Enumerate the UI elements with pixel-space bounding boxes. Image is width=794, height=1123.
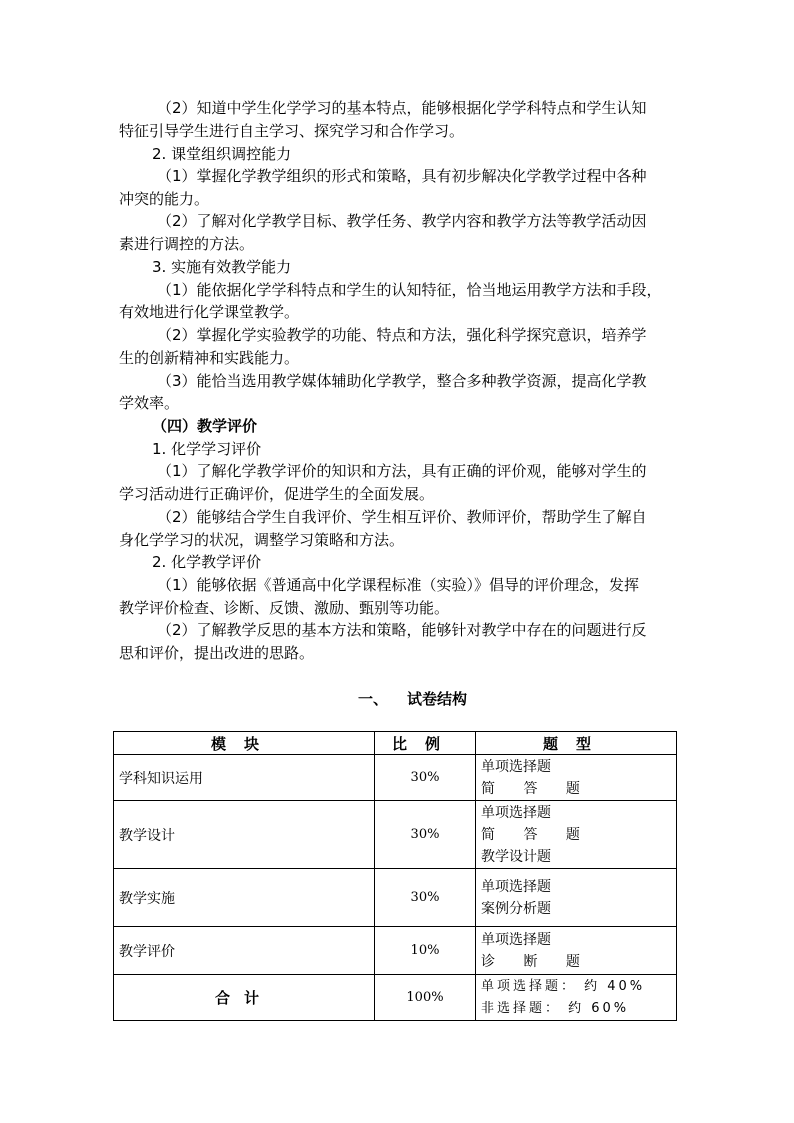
question-type: 教学设计题 <box>481 848 551 865</box>
paragraph-line: 有效地进行化学课堂教学。 <box>119 303 300 321</box>
types-cell <box>476 927 677 975</box>
question-type: 单项选择题 <box>481 931 551 948</box>
subsection-title: 2. 化学教学评价 <box>152 553 262 571</box>
table-row <box>114 801 677 869</box>
paragraph-line: （3）能恰当选用教学媒体辅助化学教学，整合多种教学资源，提高化学教 <box>157 372 647 390</box>
paragraph-line: （2）能够结合学生自我评价、学生相互评价、教师评价，帮助学生了解自 <box>157 508 647 526</box>
paragraph-line: 思和评价，提出改进的思路。 <box>119 644 315 662</box>
paragraph-line: 冲突的能力。 <box>119 190 210 208</box>
total-label: 合计 <box>114 975 375 1021</box>
paragraph-line: （1）能依据化学学科特点和学生的认知特征，恰当地运用教学方法和手段， <box>157 281 662 299</box>
question-type: 案例分析题 <box>481 900 551 917</box>
types-cell <box>476 869 677 927</box>
question-type: 诊 断 题 <box>481 953 592 970</box>
types-cell <box>476 801 677 869</box>
question-type: 单项选择题 <box>481 878 551 895</box>
ratio-cell: 10% <box>375 927 476 975</box>
paragraph-line: （2）了解对化学教学目标、教学任务、教学内容和教学方法等教学活动因 <box>157 212 647 230</box>
module-cell: 学科知识运用 <box>114 755 375 801</box>
paragraph-line: （2）知道中学生化学学习的基本特点，能够根据化学学科特点和学生认知 <box>157 99 647 117</box>
total-type-non-choice: 非选择题： 约 60% <box>481 1000 630 1016</box>
table-header-row <box>114 732 677 755</box>
subsection-title: 2. 课堂组织调控能力 <box>152 145 292 163</box>
ratio-cell: 30% <box>375 755 476 801</box>
subsection-title: 1. 化学学习评价 <box>152 440 262 458</box>
ratio-cell: 30% <box>375 801 476 869</box>
paragraph-line: 教学评价检查、诊断、反馈、激励、甄别等功能。 <box>119 599 450 617</box>
total-type-single-choice: 单项选择题： 约 40% <box>481 978 646 994</box>
section-title: 试卷结构 <box>407 690 468 708</box>
types-cell <box>476 755 677 801</box>
paragraph-line: 学效率。 <box>119 394 180 412</box>
module-cell: 教学评价 <box>114 927 375 975</box>
table-total-row <box>114 975 677 1021</box>
module-cell: 教学实施 <box>114 869 375 927</box>
subsection-title: 3. 实施有效教学能力 <box>152 258 292 276</box>
table-row <box>114 755 677 801</box>
paragraph-line: 特征引导学生进行自主学习、探究学习和合作学习。 <box>119 122 465 140</box>
paragraph-line: （2）了解教学反思的基本方法和策略，能够针对教学中存在的问题进行反 <box>157 621 647 639</box>
total-ratio: 100% <box>375 975 476 1021</box>
section-title-evaluation: （四）教学评价 <box>152 417 258 435</box>
table-row <box>114 927 677 975</box>
table-row <box>114 869 677 927</box>
paragraph-line: 生的创新精神和实践能力。 <box>119 349 300 367</box>
module-cell: 教学设计 <box>114 801 375 869</box>
question-type: 简 答 题 <box>481 826 592 843</box>
exam-structure-table <box>113 731 677 1021</box>
question-type: 单项选择题 <box>481 804 551 821</box>
header-module: 模块 <box>114 732 375 755</box>
header-question-type: 题型 <box>476 732 677 755</box>
header-ratio: 比例 <box>375 732 476 755</box>
paragraph-line: （1）了解化学教学评价的知识和方法，具有正确的评价观，能够对学生的 <box>157 462 647 480</box>
paragraph-line: （2）掌握化学实验教学的功能、特点和方法，强化科学探究意识，培养学 <box>157 326 647 344</box>
total-types-cell <box>476 975 677 1021</box>
paragraph-line: 学习活动进行正确评价，促进学生的全面发展。 <box>119 485 435 503</box>
section-number: 一、 <box>358 690 389 708</box>
question-type: 简 答 题 <box>481 780 592 797</box>
question-type: 单项选择题 <box>481 758 551 775</box>
paragraph-line: （1）能够依据《普通高中化学课程标准（实验）》倡导的评价理念，发挥 <box>157 576 640 594</box>
paragraph-line: 素进行调控的方法。 <box>119 235 255 253</box>
paragraph-line: （1）掌握化学教学组织的形式和策略，具有初步解决化学教学过程中各种 <box>157 167 647 185</box>
ratio-cell: 30% <box>375 869 476 927</box>
paragraph-line: 身化学学习的状况，调整学习策略和方法。 <box>119 531 405 549</box>
